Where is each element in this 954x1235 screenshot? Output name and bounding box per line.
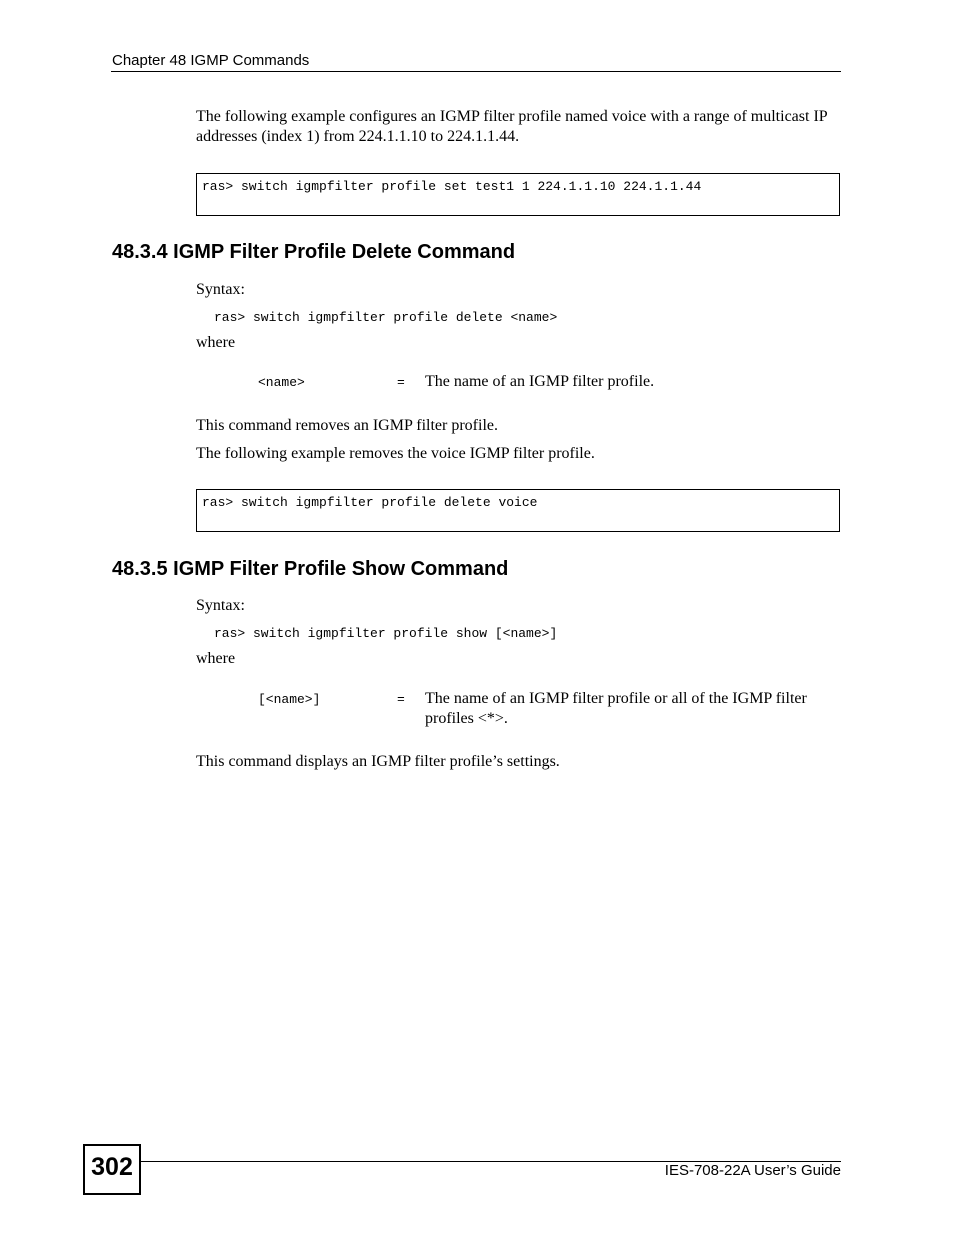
show-param-equals: = [397,692,405,707]
show-section-heading: 48.3.5 IGMP Filter Profile Show Command [112,558,509,580]
show-syntax-label: Syntax: [196,597,245,614]
intro-code-box [196,173,840,216]
delete-where-label: where [196,334,236,351]
delete-example-code: ras> switch igmpfilter profile delete voice [202,495,538,510]
show-param-name: [<name>] [258,692,321,707]
delete-description: This command removes an IGMP filter profile. [196,417,498,434]
delete-code-box [196,489,840,532]
guide-title: IES-708-22A User’s Guide [664,1162,841,1179]
header-divider [111,71,841,72]
delete-syntax: ras> switch igmpfilter profile delete <name> [214,310,558,325]
delete-param-description: The name of an IGMP filter profile. [425,373,655,390]
show-where-label: where [196,650,236,667]
delete-syntax-label: Syntax: [196,281,245,298]
show-syntax: ras> switch igmpfilter profile show [<name>] [214,626,558,641]
intro-paragraph: The following example configures an IGMP filter profile named voice with a range of multicast IP addresses (index 1) from 224.1.1.10 to 224.1.1.44. [196,108,828,145]
delete-param-name: <name> [258,375,305,390]
page-number: 302 [91,1153,133,1181]
show-description: This command displays an IGMP filter profile’s settings. [196,753,560,770]
chapter-header: Chapter 48 IGMP Commands [112,52,310,69]
delete-example-text: The following example removes the voice IGMP filter profile. [196,445,595,462]
delete-param-equals: = [397,375,405,390]
intro-code: ras> switch igmpfilter profile set test1 1 224.1.1.10 224.1.1.44 [202,179,702,194]
delete-section-heading: 48.3.4 IGMP Filter Profile Delete Command [112,241,516,263]
show-param-description: The name of an IGMP filter profile or all of the IGMP filter profiles <*>. [425,690,807,727]
